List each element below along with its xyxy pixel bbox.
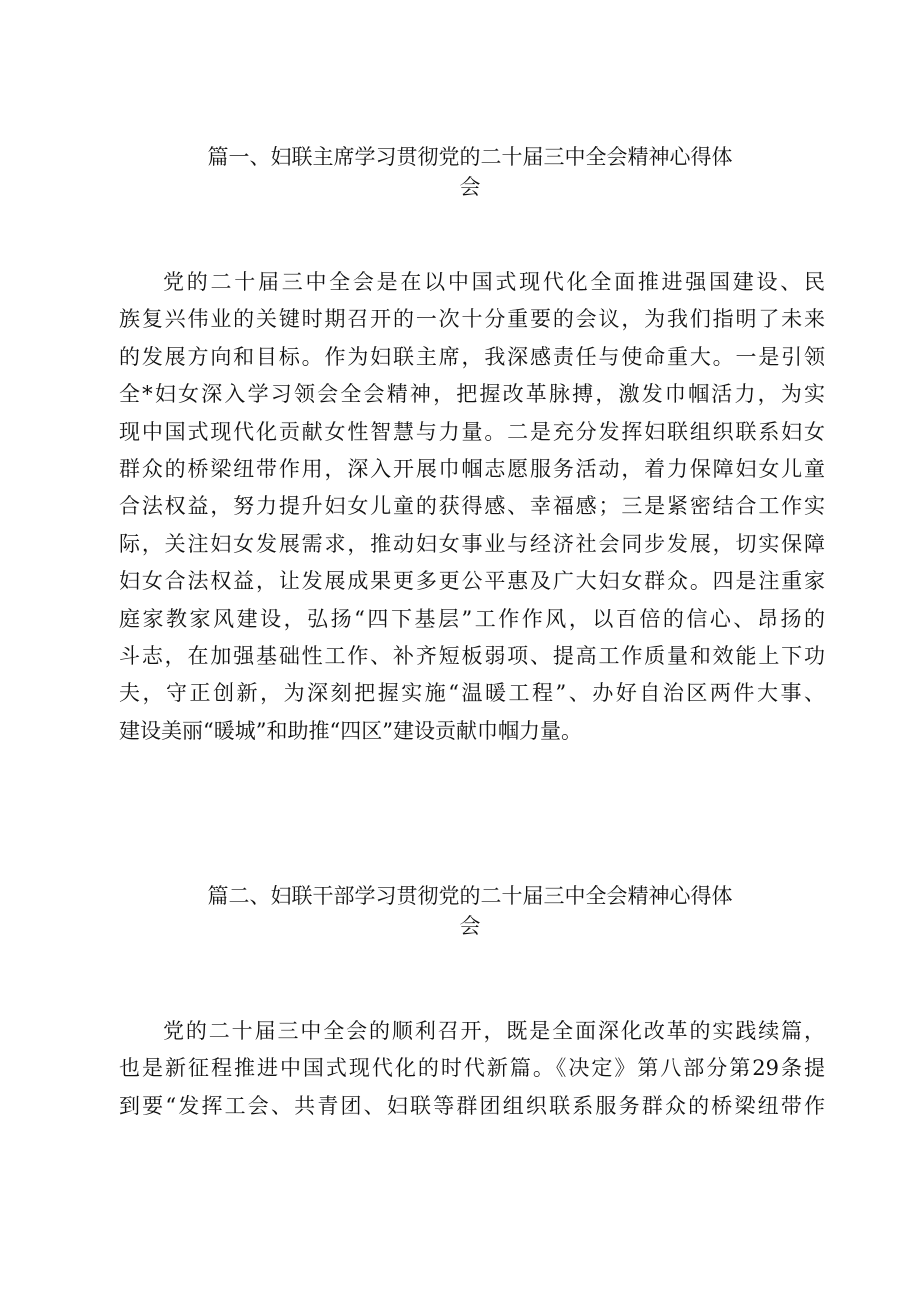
section-2-title-line-1: 篇二、妇联干部学习贯彻党的二十届三中全会精神心得体: [207, 884, 733, 908]
body-line: 的发展方向和目标。作为妇联主席，我深感责任与使命重大。一是引领: [119, 344, 825, 369]
body-line: 合法权益，努力提升妇女儿童的获得感、幸福感；三是紧密结合工作实: [119, 494, 825, 519]
body-line: 夫，守正创新，为深刻把握实施“温暖工程”、办好自治区两件大事、: [119, 681, 825, 706]
section-1-body: [119, 264, 825, 750]
section-1-title: [120, 142, 820, 202]
body-line: 庭家教家风建设，弘扬“四下基层”工作作风，以百倍的信心、昂扬的: [119, 606, 825, 631]
body-line: 族复兴伟业的关键时期召开的一次十分重要的会议，为我们指明了未来: [119, 307, 825, 332]
section-1-title-line-1: 篇一、妇联主席学习贯彻党的二十届三中全会精神心得体: [207, 145, 733, 169]
body-line: 也是新征程推进中国式现代化的时代新篇。《决定》第八部分第29条提: [119, 1056, 825, 1081]
body-line: 到要“发挥工会、共青团、妇联等群团组织联系服务群众的桥梁纽带作: [119, 1093, 825, 1118]
body-line: 全*妇女深入学习领会全会精神，把握改革脉搏，激发巾帼活力，为实: [119, 382, 825, 407]
section-2-title-line-2: 会: [459, 914, 481, 938]
body-line: 斗志，在加强基础性工作、补齐短板弱项、提高工作质量和效能上下功: [119, 644, 825, 669]
body-line: 妇女合法权益，让发展成果更多更公平惠及广大妇女群众。四是注重家: [119, 569, 825, 594]
section-2-title: [120, 881, 820, 941]
body-line: 现中国式现代化贡献女性智慧与力量。二是充分发挥妇联组织联系妇女: [119, 419, 825, 444]
section-1-title-line-2: 会: [459, 175, 481, 199]
body-line: 际，关注妇女发展需求，推动妇女事业与经济社会同步发展，切实保障: [119, 531, 825, 556]
body-line: 群众的桥梁纽带作用，深入开展巾帼志愿服务活动，着力保障妇女儿童: [119, 457, 825, 482]
body-line: 党的二十届三中全会的顺利召开，既是全面深化改革的实践续篇，: [163, 1019, 825, 1043]
body-line: 党的二十届三中全会是在以中国式现代化全面推进强国建设、民: [163, 270, 825, 294]
section-2-body: [119, 1013, 825, 1125]
body-line: 建设美丽“暖城”和助推“四区”建设贡献巾帼力量。: [119, 718, 582, 743]
